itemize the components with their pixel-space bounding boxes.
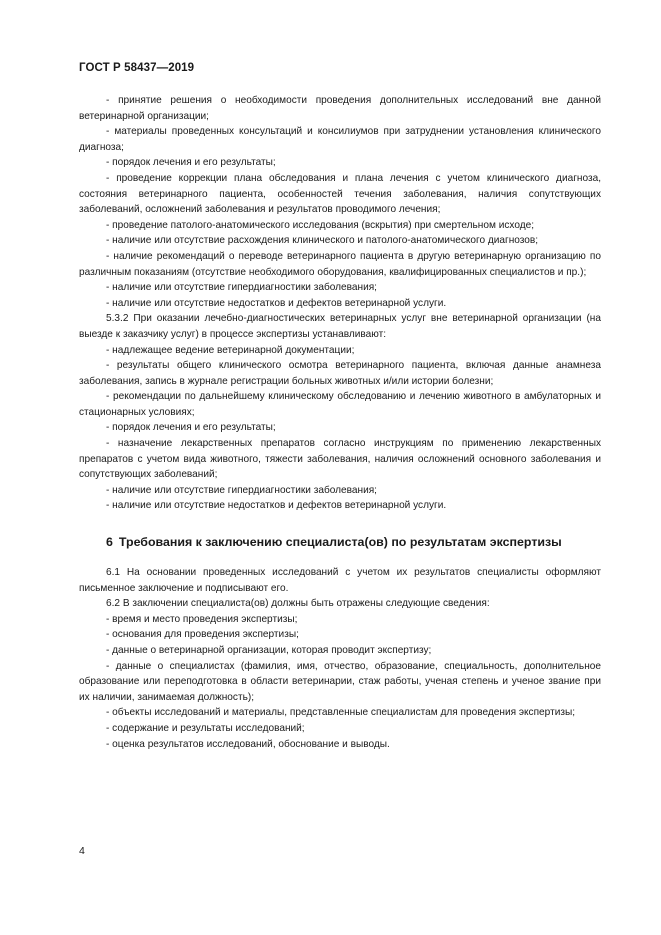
- document-header: ГОСТ Р 58437—2019: [79, 62, 195, 74]
- paragraph: - проведение патолого-анатомического исследования (вскрытия) при смертельном исходе;: [106, 219, 535, 231]
- paragraph: - оценка результатов исследований, обоснование и выводы.: [106, 738, 390, 750]
- paragraph: - время и место проведения экспертизы;: [106, 613, 298, 625]
- clause-paragraph: 6.2 В заключении специалиста(ов) должны быть отражены следующие сведения:: [106, 598, 490, 610]
- paragraph: - наличие или отсутствие недостатков и дефектов ветеринарной услуги.: [106, 297, 447, 309]
- paragraph: - результаты общего клинического осмотра ветеринарного пациента, включая данные анамнеза заболевания, запись в журнале регистрации больных животных и/или истории болезни;: [79, 360, 601, 387]
- clause-paragraph: 6.1 На основании проведенных исследований с учетом их результатов специалисты оформляют письменное заключение и подписывают его.: [79, 567, 601, 594]
- paragraph: - материалы проведенных консультаций и консилиумов при затруднении установления клинического диагноза;: [79, 126, 601, 153]
- paragraph: - назначение лекарственных препаратов согласно инструкциям по применению лекарственных препаратов с учетом вида животного, тяжести заболевания, наличия осложнений основного заболевания и сопутствующих заболеваний;: [79, 438, 601, 481]
- paragraph: - наличие или отсутствие гипердиагностики заболевания;: [106, 282, 377, 294]
- paragraph: - наличие или отсутствие гипердиагностики заболевания;: [106, 484, 377, 496]
- clause-paragraph: 5.3.2 При оказании лечебно-диагностических ветеринарных услуг вне ветеринарной организации (на выезде к заказчику услуг) в процессе экспертизы устанавливают:: [79, 313, 601, 340]
- paragraph: - порядок лечения и его результаты;: [106, 422, 276, 434]
- section-title: Требования к заключению специалиста(ов) по результатам экспертизы: [118, 535, 562, 550]
- paragraph: - объекты исследований и материалы, представленные специалистам для проведения экспертизы;: [106, 707, 576, 719]
- paragraph: - содержание и результаты исследований;: [106, 722, 305, 734]
- paragraph: - надлежащее ведение ветеринарной документации;: [106, 344, 355, 356]
- paragraph: - наличие или отсутствие недостатков и дефектов ветеринарной услуги.: [106, 500, 447, 512]
- paragraph: - данные о специалистах (фамилия, имя, отчество, образование, специальность, дополнительное образование или переподготовка в области ветеринарии, стаж работы, ученая степень и ученое звание при их наличии, занимаемая должность);: [79, 660, 601, 703]
- page-number: 4: [79, 845, 85, 857]
- paragraph: - основания для проведения экспертизы;: [106, 629, 299, 641]
- section-number: 6: [106, 535, 113, 550]
- paragraph: - данные о ветеринарной организации, которая проводит экспертизу;: [106, 645, 432, 656]
- paragraph: - принятие решения о необходимости проведения дополнительных исследований вне данной ветеринарной организации;: [79, 95, 601, 122]
- paragraph: - рекомендации по дальнейшему клиническому обследованию и лечению животного в амбулаторных и стационарных условиях;: [79, 391, 601, 418]
- paragraph: - наличие рекомендаций о переводе ветеринарного пациента в другую ветеринарную организацию по различным показаниям (отсутствие необходимого оборудования, квалифицированных специалистов и пр.);: [79, 250, 601, 278]
- paragraph: - порядок лечения и его результаты;: [106, 157, 276, 169]
- paragraph: - наличие или отсутствие расхождения клинического и патолого-анатомического диагнозов;: [106, 235, 539, 247]
- paragraph: - проведение коррекции плана обследования и плана лечения с учетом клинического диагноза, состояния ветеринарного пациента, особенностей течения заболевания, наличия сопутствующих заболеваний, осложнений заболевания и результатов проводимого лечения;: [79, 172, 601, 216]
- section-heading: [79, 534, 601, 550]
- document-body: [79, 93, 601, 752]
